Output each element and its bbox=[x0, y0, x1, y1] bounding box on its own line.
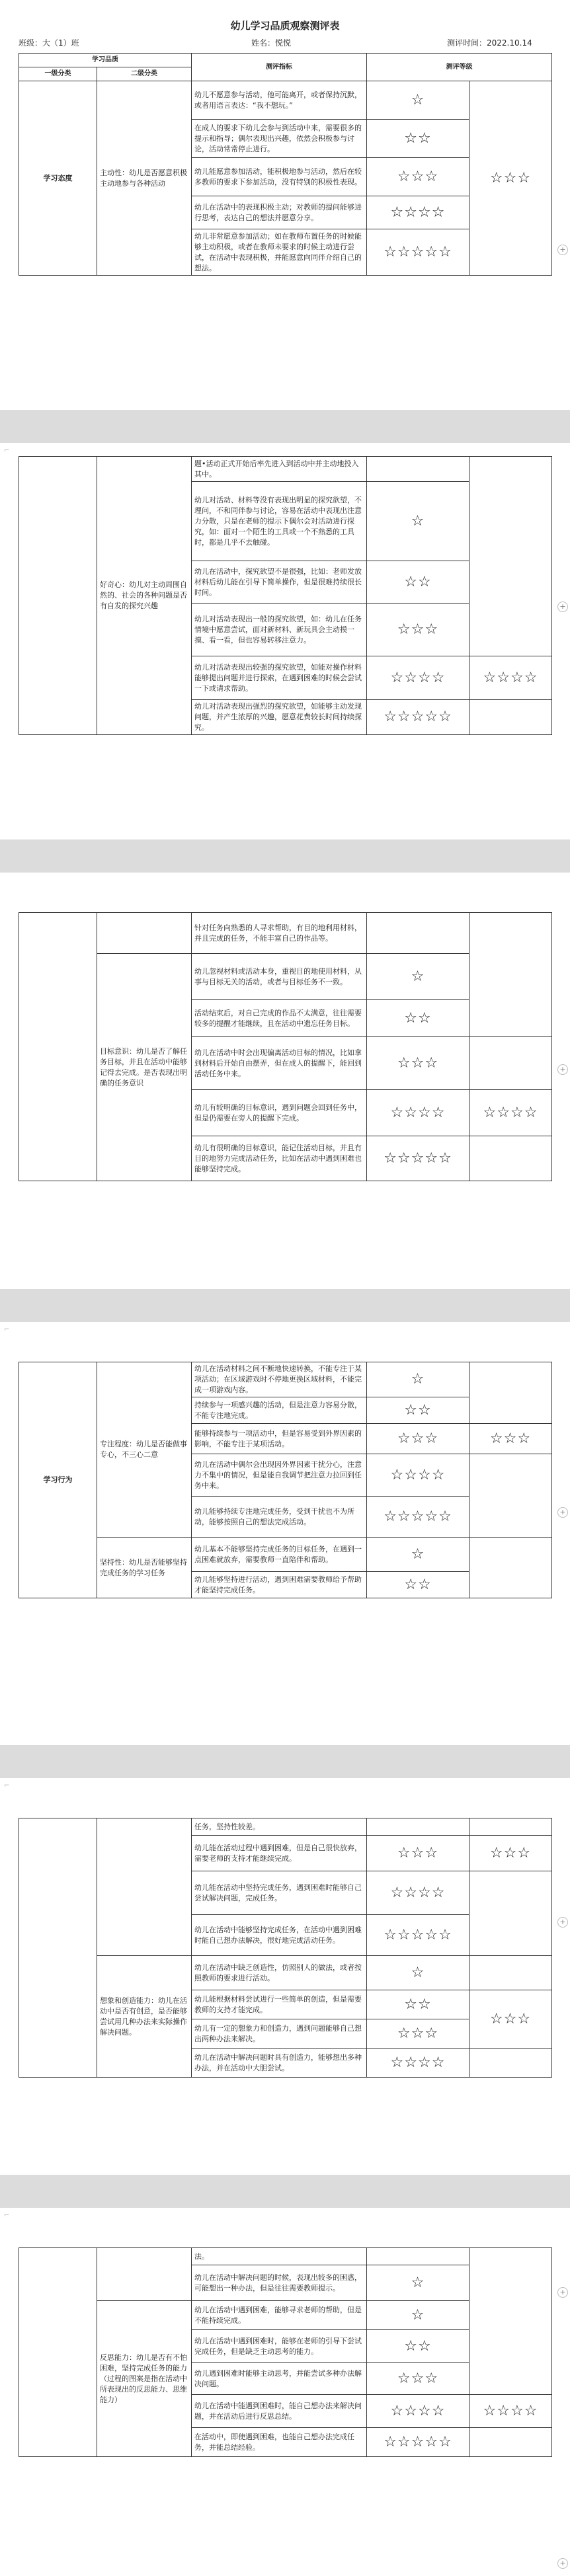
star-rating: ☆☆☆☆☆ bbox=[367, 700, 469, 735]
name-label: 姓名：悦悦 bbox=[251, 38, 292, 48]
indicator-cell: 幼儿能在活动过程中遇到困难，但是自己很快放弃，需要老师的支持才能继续完成。 bbox=[192, 1836, 367, 1871]
indicator-cell: 幼儿非常愿意参加活动；如在教师布置任务的时候能够主动积极，或者在教师未要求的时候主动进行尝试，在活动中表现积极，并能愿意向同伴介绍自己的想法。 bbox=[192, 229, 367, 276]
add-page-button[interactable]: + bbox=[557, 602, 568, 612]
category-level1 bbox=[19, 913, 97, 1181]
star-rating: ☆☆☆☆☆ bbox=[367, 2428, 469, 2457]
star-rating: ☆☆ bbox=[367, 1990, 469, 2019]
overall-empty bbox=[469, 1037, 552, 1090]
category-level2: 想象和创造能力：幼儿在活动中是否有创意，是否能够尝试用几种办法来实际操作解决问题。 bbox=[97, 1956, 192, 2078]
eval-table-2 bbox=[19, 456, 552, 735]
indicator-cell: 幼儿对活动表现出一般的探究欲望，如：幼儿在任务情境中愿意尝试，面对新材料、新玩具会主动摸一摸、看一看，但也容易转移注意力。 bbox=[192, 604, 367, 656]
overall-rating: ☆☆☆☆ bbox=[469, 2395, 552, 2428]
indicator-cell: 幼儿在活动中遇到困难时，能够在老师的引导下尝试完成任务，但是缺乏主动思考的能力。 bbox=[192, 2330, 367, 2363]
corner-mark: ⌐ bbox=[4, 447, 10, 454]
indicator-cell: 幼儿基本不能够坚持完成任务的目标任务，在遇到一点困难就放弃，需要教师一直陪伴和帮助。 bbox=[192, 1538, 367, 1572]
star-rating: ☆ bbox=[367, 1362, 469, 1397]
indicator-cell: 针对任务向熟悉的人寻求帮助，有目的地利用材料，并且完成的任务，不能丰富自己的作品等。 bbox=[192, 913, 367, 954]
indicator-cell: 在活动中，即使遇到困难，也能自己想办法完成任务，并能总结经验。 bbox=[192, 2428, 367, 2457]
indicator-cell: 幼儿有一定的想象力和创造力，遇到问题能够自己想出两种办法来解决。 bbox=[192, 2019, 367, 2049]
overall-empty bbox=[469, 1956, 552, 1990]
overall-empty bbox=[469, 913, 552, 1037]
overall-empty bbox=[469, 2428, 552, 2457]
indicator-cell: 幼儿在活动中时会出现偏离活动目标的情况，比如拿到材料后开始自由摆弄，但在成人的提醒下，能回到活动任务中来。 bbox=[192, 1037, 367, 1090]
indicator-cell: 幼儿能根据材料尝试进行一些简单的创造，但是需要教师的支持才能完成。 bbox=[192, 1990, 367, 2019]
indicator-cell: 题•活动正式开始后率先进入到活动中并主动地投入其中。 bbox=[192, 457, 367, 482]
indicator-cell: 幼儿能愿意参加活动，能积极地参与活动，然后在较多教师的要求下参加活动，没有特别的积极性表现。 bbox=[192, 158, 367, 196]
overall-rating: ☆☆☆ bbox=[469, 81, 552, 276]
indicator-cell: 幼儿对活动表现出强烈的探究欲望，如能够主动发现问题，并产生浓厚的兴趣，愿意花费较长时间持续探究。 bbox=[192, 700, 367, 735]
indicator-cell: 幼儿对活动表现出较强的探究欲望，如能对操作材料能够提出问题并进行探索，在遇到困难的时候会尝试一下或请求帮助。 bbox=[192, 656, 367, 700]
indicator-cell: 在成人的要求下幼儿会参与到活动中来，需要很多的提示和指导；偶尔表现出兴趣，依然会积极参与讨论，活动常常停止进行。 bbox=[192, 120, 367, 158]
add-page-button[interactable]: + bbox=[557, 2287, 568, 2298]
page-1 bbox=[0, 0, 570, 410]
indicator-cell: 幼儿遇到困难时能够主动思考，并能尝试多种办法解决问题。 bbox=[192, 2363, 367, 2395]
star-rating: ☆ bbox=[367, 954, 469, 1000]
corner-mark: ⌐ bbox=[4, 1782, 10, 1789]
indicator-cell: 幼儿在活动中解决问题时具有创造力，能够想出多种办法，并在活动中大胆尝试。 bbox=[192, 2049, 367, 2078]
indicator-cell: 幼儿在活动中能够坚持完成任务，在活动中遇到困难时能自己想办法解决，很好地完成活动任务。 bbox=[192, 1915, 367, 1956]
page-gap bbox=[0, 410, 570, 443]
star-rating: ☆☆☆ bbox=[367, 1836, 469, 1871]
header-level1: 一级分类 bbox=[19, 67, 97, 81]
add-page-button[interactable]: + bbox=[557, 1064, 568, 1075]
star-rating: ☆ bbox=[367, 2265, 469, 2301]
indicator-cell: 持续参与一项感兴趣的活动，但是注意力容易分散，不能专注地完成。 bbox=[192, 1397, 367, 1424]
category-level2: 目标意识：幼儿是否了解任务目标，并且在活动中能够记得去完成。是否表现出明确的任务意识 bbox=[97, 954, 192, 1181]
page-6 bbox=[0, 2208, 570, 2576]
indicator-cell: 幼儿忽视材料或活动本身，重视目的地使用材料，从事与目标无关的活动，或者与目标任务不一致。 bbox=[192, 954, 367, 1000]
eval-table-6 bbox=[19, 2247, 552, 2457]
star-rating: ☆☆☆☆ bbox=[367, 196, 469, 229]
star-rating: ☆☆☆☆ bbox=[367, 1454, 469, 1497]
star-rating bbox=[367, 457, 469, 482]
indicator-cell: 幼儿在活动中解决问题的时候，表现出较多的困惑，可能想出一种办法，但是往往需要教师提示。 bbox=[192, 2265, 367, 2301]
overall-empty bbox=[469, 1538, 552, 1598]
star-rating bbox=[367, 2248, 469, 2265]
indicator-cell: 幼儿能够持续专注地完成任务，受到干扰也不为所动，能够按照自己的想法完成活动。 bbox=[192, 1497, 367, 1538]
star-rating: ☆ bbox=[367, 1538, 469, 1572]
time-label: 测评时间：2022.10.14 bbox=[447, 38, 532, 48]
star-rating bbox=[367, 1818, 469, 1836]
indicator-cell: 活动结束后，对自己完成的作品不太满意，往往需要较多的提醒才能继续，且在活动中遗忘任务目标。 bbox=[192, 1000, 367, 1037]
indicator-cell: 幼儿在活动中能遇到困难时，能自己想办法来解决问题，并在活动后进行反思总结。 bbox=[192, 2395, 367, 2428]
category-level2: 坚持性：幼儿是否能够坚持完成任务的学习任务 bbox=[97, 1538, 192, 1598]
eval-table-4 bbox=[19, 1362, 552, 1598]
star-rating: ☆☆ bbox=[367, 1000, 469, 1037]
star-rating bbox=[367, 913, 469, 954]
star-rating: ☆ bbox=[367, 81, 469, 120]
indicator-cell: 幼儿在活动中遇到困难，能够寻求老师的帮助，但是不能持续完成。 bbox=[192, 2301, 367, 2330]
overall-empty bbox=[469, 1362, 552, 1424]
overall-rating: ☆☆☆☆ bbox=[469, 1090, 552, 1136]
indicator-cell: 幼儿不愿意参与活动，他可能离开，或者保持沉默，或者用语言表达：“我不想玩。” bbox=[192, 81, 367, 120]
header-rating: 测评等级 bbox=[367, 54, 552, 81]
star-rating: ☆☆ bbox=[367, 120, 469, 158]
eval-table-1 bbox=[19, 53, 552, 276]
star-rating: ☆☆☆☆☆ bbox=[367, 1915, 469, 1956]
corner-mark: ⌐ bbox=[4, 1326, 10, 1333]
overall-rating: ☆☆☆ bbox=[469, 1836, 552, 1871]
category-level2-empty bbox=[97, 1818, 192, 1956]
corner-mark: ⌐ bbox=[4, 2212, 10, 2219]
indicator-cell: 幼儿有很明确的目标意识，能记住活动目标，并且有目的地努力完成活动任务，比如在活动中遇到困难也能够坚持完成。 bbox=[192, 1136, 367, 1181]
star-rating: ☆☆☆☆ bbox=[367, 656, 469, 700]
star-rating: ☆ bbox=[367, 482, 469, 561]
category-level2: 好奇心：幼儿对主动周围自然的、社会的各种问题是否有自发的探究兴趣 bbox=[97, 457, 192, 735]
eval-table-5 bbox=[19, 1818, 552, 2078]
category-level1 bbox=[19, 457, 97, 735]
star-rating: ☆☆☆☆☆ bbox=[367, 1136, 469, 1181]
star-rating: ☆☆ bbox=[367, 1397, 469, 1424]
star-rating: ☆☆ bbox=[367, 2330, 469, 2363]
overall-rating: ☆☆☆ bbox=[469, 1424, 552, 1454]
star-rating: ☆☆ bbox=[367, 561, 469, 604]
indicator-cell: 幼儿在活动材料之间不断地快速转换，不能专注于某项活动；在区域游戏时不停地更换区域材料，不能完成一项游戏内容。 bbox=[192, 1362, 367, 1397]
page-title: 幼儿学习品质观察测评表 bbox=[230, 20, 340, 32]
indicator-cell: 法。 bbox=[192, 2248, 367, 2265]
header-level2: 二级分类 bbox=[97, 67, 192, 81]
indicator-cell: 幼儿在活动中的表现积极主动；对教师的提问能够进行思考，表达自己的想法并愿意分享。 bbox=[192, 196, 367, 229]
indicator-cell: 幼儿在活动中偶尔会出现因外界因素干扰分心，注意力不集中的情况，但是能自我调节把注意力拉回到任务中来。 bbox=[192, 1454, 367, 1497]
star-rating: ☆☆☆ bbox=[367, 1424, 469, 1454]
page-gap bbox=[0, 839, 570, 873]
add-page-button[interactable]: + bbox=[557, 245, 568, 255]
indicator-cell: 幼儿对活动、材料等没有表现出明显的探究欲望，不理问，不和同伴参与讨论，容易在活动中表现出注意力分散，只是在老师的提示下偶尔会对活动进行探究，如：面对一个陌生的工具或一个不熟悉的工具时，都是几乎不去触碰。 bbox=[192, 482, 367, 561]
star-rating: ☆☆☆☆☆ bbox=[367, 229, 469, 276]
star-rating: ☆☆☆☆ bbox=[367, 2049, 469, 2078]
overall-empty bbox=[469, 700, 552, 735]
overall-empty bbox=[469, 2049, 552, 2078]
page-gap bbox=[0, 1289, 570, 1322]
category-level2-empty bbox=[97, 913, 192, 954]
indicator-cell: 幼儿在活动中，探究欲望不是很强，比如：老师发放材料后幼儿能在引导下简单操作，但是很难持续很长时间。 bbox=[192, 561, 367, 604]
star-rating: ☆☆☆ bbox=[367, 158, 469, 196]
category-level2-empty bbox=[97, 2248, 192, 2301]
overall-rating: ☆☆☆ bbox=[469, 1990, 552, 2049]
star-rating: ☆☆☆ bbox=[367, 1037, 469, 1090]
overall-empty bbox=[469, 1136, 552, 1181]
category-level1: 学习态度 bbox=[19, 81, 97, 276]
add-page-button[interactable]: + bbox=[557, 2558, 568, 2569]
header-indicator: 测评指标 bbox=[192, 54, 367, 81]
page-gap bbox=[0, 1745, 570, 1778]
star-rating: ☆☆☆ bbox=[367, 604, 469, 656]
category-level1 bbox=[19, 2248, 97, 2457]
indicator-cell: 任务，坚持性较差。 bbox=[192, 1818, 367, 1836]
page-4 bbox=[0, 1322, 570, 1745]
overall-empty bbox=[469, 2248, 552, 2395]
add-page-button[interactable]: + bbox=[557, 1917, 568, 1928]
indicator-cell: 幼儿能够坚持进行活动，遇到困难需要教师给予帮助才能坚持完成任务。 bbox=[192, 1572, 367, 1598]
star-rating: ☆☆☆☆ bbox=[367, 1871, 469, 1915]
eval-table-3 bbox=[19, 912, 552, 1181]
overall-empty bbox=[469, 1871, 552, 1956]
page-5 bbox=[0, 1778, 570, 2175]
star-rating: ☆ bbox=[367, 1956, 469, 1990]
page-gap bbox=[0, 2175, 570, 2208]
class-label: 班级：大（1）班 bbox=[19, 38, 79, 48]
overall-empty bbox=[469, 1454, 552, 1538]
star-rating: ☆☆☆☆☆ bbox=[367, 1497, 469, 1538]
star-rating: ☆☆☆☆ bbox=[367, 2395, 469, 2428]
star-rating: ☆☆ bbox=[367, 1572, 469, 1598]
header-group: 学习品质 bbox=[19, 54, 192, 67]
star-rating: ☆☆☆ bbox=[367, 2019, 469, 2049]
star-rating: ☆☆☆ bbox=[367, 2363, 469, 2395]
page-3 bbox=[0, 873, 570, 1289]
star-rating: ☆☆☆☆ bbox=[367, 1090, 469, 1136]
category-level2: 专注程度：幼儿是否能做事专心，不三心二意 bbox=[97, 1362, 192, 1538]
indicator-cell: 幼儿能在活动中坚持完成任务，遇到困难时能够自己尝试解决问题，完成任务。 bbox=[192, 1871, 367, 1915]
star-rating: ☆ bbox=[367, 2301, 469, 2330]
category-level2: 反思能力：幼儿是否有不怕困难，坚持完成任务的能力（过程的图案是指在活动中所表现出的反思能力、思维能力） bbox=[97, 2301, 192, 2457]
category-level2: 主动性：幼儿是否愿意积极主动地参与各种活动 bbox=[97, 81, 192, 276]
overall-empty bbox=[469, 1818, 552, 1836]
indicator-cell: 能够持续参与一项活动中，但是容易受到外界因素的影响，不能专注于某项活动。 bbox=[192, 1424, 367, 1454]
page-2 bbox=[0, 443, 570, 839]
category-level1: 学习行为 bbox=[19, 1362, 97, 1598]
overall-rating: ☆☆☆☆ bbox=[469, 656, 552, 700]
add-page-button[interactable]: + bbox=[557, 1507, 568, 1518]
indicator-cell: 幼儿有较明确的目标意识，遇到问题会回到任务中，但是仍需要在旁人的提醒下完成。 bbox=[192, 1090, 367, 1136]
indicator-cell: 幼儿在活动中缺乏创造性，仿照别人的做法，或者按照教师的要求进行活动。 bbox=[192, 1956, 367, 1990]
overall-empty bbox=[469, 457, 552, 656]
category-level1 bbox=[19, 1818, 97, 2078]
